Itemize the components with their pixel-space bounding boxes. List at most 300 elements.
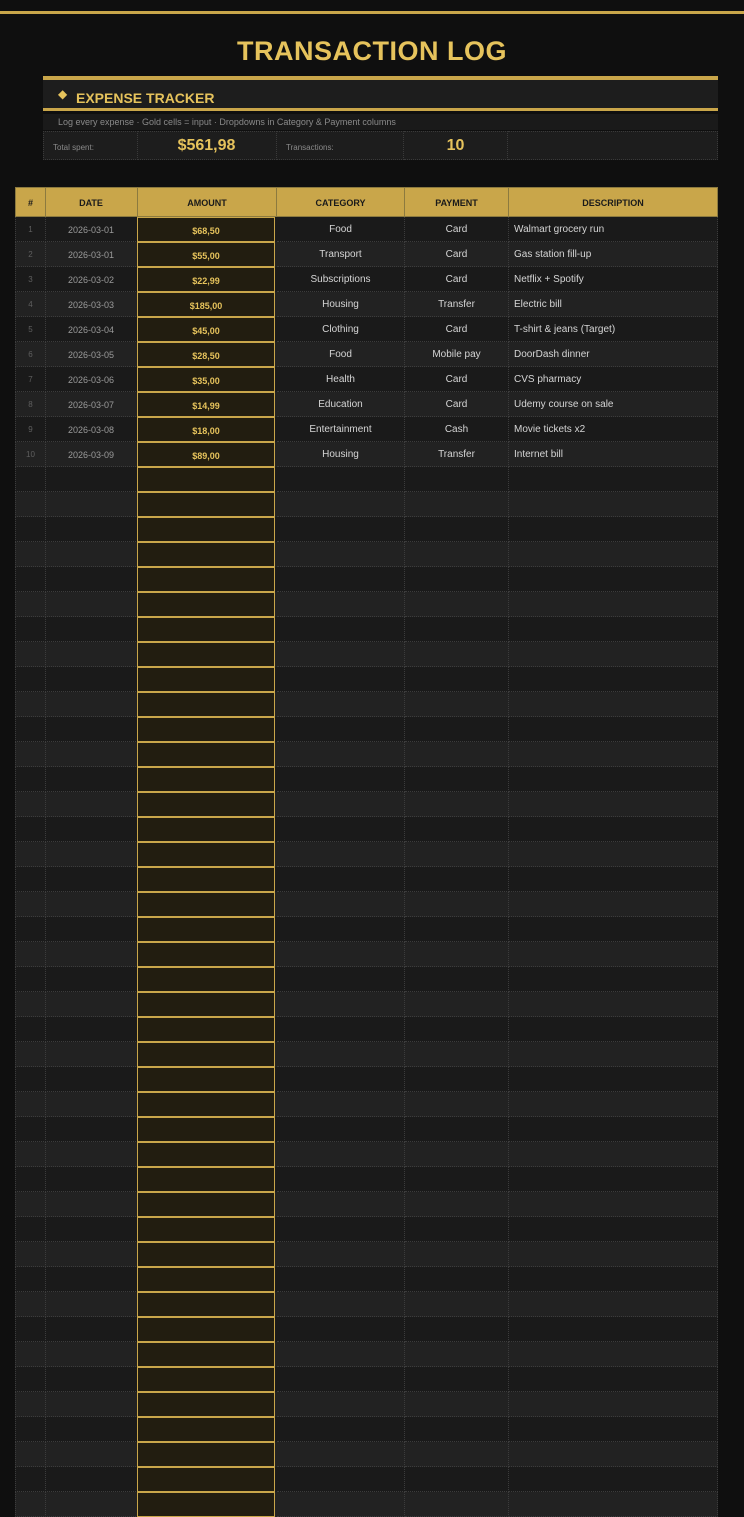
row-number[interactable]: 2 (15, 242, 46, 267)
row-number[interactable] (15, 1017, 46, 1042)
payment-cell[interactable] (405, 742, 509, 767)
payment-cell[interactable] (405, 992, 509, 1017)
description-cell[interactable]: Gas station fill-up (509, 242, 718, 267)
date-cell[interactable] (45, 1367, 138, 1392)
category-cell[interactable] (277, 592, 405, 617)
row-number[interactable] (15, 1142, 46, 1167)
payment-cell[interactable] (405, 1467, 509, 1492)
category-cell[interactable] (277, 767, 405, 792)
payment-cell[interactable] (405, 592, 509, 617)
description-cell[interactable] (509, 1142, 718, 1167)
description-cell[interactable]: Internet bill (509, 442, 718, 467)
date-cell[interactable] (45, 1492, 138, 1517)
category-cell[interactable] (277, 1167, 405, 1192)
category-cell[interactable] (277, 1392, 405, 1417)
description-cell[interactable] (509, 742, 718, 767)
amount-cell[interactable]: $18,00 (137, 417, 275, 442)
category-cell[interactable] (277, 1217, 405, 1242)
category-cell[interactable] (277, 1092, 405, 1117)
row-number[interactable] (15, 842, 46, 867)
payment-cell[interactable] (405, 792, 509, 817)
payment-cell[interactable] (405, 1367, 509, 1392)
category-cell[interactable]: Health (277, 367, 405, 392)
date-cell[interactable] (45, 1267, 138, 1292)
payment-cell[interactable] (405, 617, 509, 642)
total-label-cell[interactable] (43, 131, 138, 160)
date-cell[interactable] (45, 1317, 138, 1342)
payment-cell[interactable] (405, 692, 509, 717)
description-cell[interactable] (509, 1367, 718, 1392)
payment-cell[interactable]: Card (405, 367, 509, 392)
category-cell[interactable]: Education (277, 392, 405, 417)
description-cell[interactable] (509, 1292, 718, 1317)
row-number[interactable] (15, 1117, 46, 1142)
payment-cell[interactable]: Transfer (405, 442, 509, 467)
date-cell[interactable] (45, 1242, 138, 1267)
payment-cell[interactable] (405, 1392, 509, 1417)
category-cell[interactable] (277, 517, 405, 542)
row-number[interactable] (15, 717, 46, 742)
count-value-cell[interactable] (404, 131, 508, 160)
description-cell[interactable] (509, 517, 718, 542)
payment-cell[interactable] (405, 1067, 509, 1092)
category-cell[interactable] (277, 892, 405, 917)
category-cell[interactable] (277, 717, 405, 742)
description-cell[interactable] (509, 1392, 718, 1417)
date-cell[interactable]: 2026-03-01 (45, 242, 138, 267)
amount-cell[interactable] (137, 642, 275, 667)
amount-cell[interactable] (137, 517, 275, 542)
description-cell[interactable]: CVS pharmacy (509, 367, 718, 392)
category-cell[interactable] (277, 1442, 405, 1467)
row-number[interactable] (15, 1342, 46, 1367)
description-cell[interactable] (509, 1342, 718, 1367)
payment-cell[interactable] (405, 517, 509, 542)
amount-cell[interactable] (137, 567, 275, 592)
description-cell[interactable] (509, 617, 718, 642)
payment-cell[interactable] (405, 767, 509, 792)
amount-cell[interactable] (137, 792, 275, 817)
amount-cell[interactable]: $28,50 (137, 342, 275, 367)
amount-cell[interactable] (137, 717, 275, 742)
description-cell[interactable] (509, 967, 718, 992)
amount-cell[interactable] (137, 1492, 275, 1517)
date-cell[interactable] (45, 817, 138, 842)
category-cell[interactable] (277, 967, 405, 992)
amount-cell[interactable] (137, 767, 275, 792)
row-number[interactable] (15, 1217, 46, 1242)
amount-cell[interactable] (137, 1067, 275, 1092)
payment-cell[interactable]: Card (405, 242, 509, 267)
payment-cell[interactable] (405, 1492, 509, 1517)
row-number[interactable] (15, 967, 46, 992)
category-cell[interactable]: Housing (277, 292, 405, 317)
payment-cell[interactable]: Card (405, 267, 509, 292)
category-cell[interactable] (277, 867, 405, 892)
row-number[interactable] (15, 1042, 46, 1067)
category-cell[interactable] (277, 1467, 405, 1492)
category-cell[interactable] (277, 642, 405, 667)
amount-cell[interactable] (137, 1117, 275, 1142)
date-cell[interactable] (45, 767, 138, 792)
amount-cell[interactable] (137, 467, 275, 492)
payment-cell[interactable] (405, 1267, 509, 1292)
category-cell[interactable] (277, 1342, 405, 1367)
category-cell[interactable]: Clothing (277, 317, 405, 342)
payment-cell[interactable] (405, 867, 509, 892)
description-cell[interactable]: Movie tickets x2 (509, 417, 718, 442)
description-cell[interactable]: Electric bill (509, 292, 718, 317)
row-number[interactable] (15, 642, 46, 667)
amount-cell[interactable] (137, 592, 275, 617)
row-number[interactable]: 4 (15, 292, 46, 317)
amount-cell[interactable] (137, 692, 275, 717)
date-cell[interactable] (45, 1392, 138, 1417)
row-number[interactable]: 5 (15, 317, 46, 342)
row-number[interactable] (15, 692, 46, 717)
date-cell[interactable]: 2026-03-07 (45, 392, 138, 417)
row-number[interactable] (15, 1442, 46, 1467)
row-number[interactable]: 9 (15, 417, 46, 442)
amount-cell[interactable] (137, 992, 275, 1017)
description-cell[interactable] (509, 1017, 718, 1042)
payment-cell[interactable] (405, 667, 509, 692)
description-cell[interactable] (509, 1442, 718, 1467)
date-cell[interactable] (45, 1092, 138, 1117)
payment-cell[interactable] (405, 1117, 509, 1142)
date-cell[interactable]: 2026-03-04 (45, 317, 138, 342)
date-cell[interactable] (45, 792, 138, 817)
date-cell[interactable] (45, 517, 138, 542)
description-cell[interactable] (509, 492, 718, 517)
payment-cell[interactable] (405, 1017, 509, 1042)
description-cell[interactable] (509, 1167, 718, 1192)
amount-cell[interactable] (137, 1092, 275, 1117)
description-cell[interactable] (509, 642, 718, 667)
description-cell[interactable] (509, 1467, 718, 1492)
category-cell[interactable] (277, 1292, 405, 1317)
date-cell[interactable] (45, 492, 138, 517)
category-cell[interactable]: Food (277, 217, 405, 242)
description-cell[interactable] (509, 567, 718, 592)
category-cell[interactable] (277, 567, 405, 592)
date-cell[interactable] (45, 1342, 138, 1367)
header-description[interactable]: DESCRIPTION (509, 187, 718, 217)
row-number[interactable] (15, 892, 46, 917)
category-cell[interactable] (277, 1367, 405, 1392)
payment-cell[interactable] (405, 1142, 509, 1167)
amount-cell[interactable]: $68,50 (137, 217, 275, 242)
payment-cell[interactable] (405, 842, 509, 867)
amount-cell[interactable] (137, 1242, 275, 1267)
description-cell[interactable] (509, 817, 718, 842)
payment-cell[interactable] (405, 1242, 509, 1267)
payment-cell[interactable]: Cash (405, 417, 509, 442)
payment-cell[interactable] (405, 567, 509, 592)
count-label-cell[interactable] (277, 131, 404, 160)
category-cell[interactable] (277, 1417, 405, 1442)
payment-cell[interactable] (405, 717, 509, 742)
amount-cell[interactable] (137, 1367, 275, 1392)
date-cell[interactable] (45, 1042, 138, 1067)
payment-cell[interactable] (405, 1317, 509, 1342)
description-cell[interactable] (509, 767, 718, 792)
description-cell[interactable] (509, 792, 718, 817)
payment-cell[interactable] (405, 1442, 509, 1467)
payment-cell[interactable] (405, 1417, 509, 1442)
category-cell[interactable] (277, 467, 405, 492)
amount-cell[interactable] (137, 917, 275, 942)
description-cell[interactable] (509, 1117, 718, 1142)
row-number[interactable] (15, 467, 46, 492)
payment-cell[interactable] (405, 1217, 509, 1242)
amount-cell[interactable] (137, 667, 275, 692)
description-cell[interactable] (509, 1092, 718, 1117)
category-cell[interactable]: Entertainment (277, 417, 405, 442)
description-cell[interactable] (509, 992, 718, 1017)
date-cell[interactable] (45, 917, 138, 942)
description-cell[interactable] (509, 667, 718, 692)
payment-cell[interactable]: Card (405, 317, 509, 342)
payment-cell[interactable] (405, 1092, 509, 1117)
payment-cell[interactable] (405, 492, 509, 517)
row-number[interactable] (15, 992, 46, 1017)
date-cell[interactable] (45, 967, 138, 992)
date-cell[interactable] (45, 617, 138, 642)
row-number[interactable] (15, 1167, 46, 1192)
category-cell[interactable] (277, 492, 405, 517)
row-number[interactable] (15, 1192, 46, 1217)
amount-cell[interactable]: $185,00 (137, 292, 275, 317)
date-cell[interactable]: 2026-03-02 (45, 267, 138, 292)
description-cell[interactable] (509, 1217, 718, 1242)
payment-cell[interactable] (405, 1042, 509, 1067)
amount-cell[interactable] (137, 1392, 275, 1417)
category-cell[interactable] (277, 817, 405, 842)
date-cell[interactable]: 2026-03-05 (45, 342, 138, 367)
row-number[interactable] (15, 742, 46, 767)
date-cell[interactable]: 2026-03-01 (45, 217, 138, 242)
category-cell[interactable] (277, 992, 405, 1017)
row-number[interactable] (15, 1092, 46, 1117)
description-cell[interactable] (509, 692, 718, 717)
row-number[interactable] (15, 542, 46, 567)
description-cell[interactable] (509, 1042, 718, 1067)
date-cell[interactable]: 2026-03-03 (45, 292, 138, 317)
row-number[interactable]: 8 (15, 392, 46, 417)
date-cell[interactable] (45, 1142, 138, 1167)
description-cell[interactable] (509, 1067, 718, 1092)
date-cell[interactable] (45, 1467, 138, 1492)
row-number[interactable] (15, 1067, 46, 1092)
amount-cell[interactable] (137, 967, 275, 992)
amount-cell[interactable]: $55,00 (137, 242, 275, 267)
row-number[interactable] (15, 517, 46, 542)
header-date[interactable]: DATE (45, 187, 138, 217)
date-cell[interactable] (45, 867, 138, 892)
row-number[interactable] (15, 917, 46, 942)
category-cell[interactable]: Housing (277, 442, 405, 467)
date-cell[interactable] (45, 942, 138, 967)
date-cell[interactable] (45, 1217, 138, 1242)
row-number[interactable] (15, 592, 46, 617)
row-number[interactable] (15, 1292, 46, 1317)
amount-cell[interactable] (137, 1017, 275, 1042)
date-cell[interactable] (45, 1167, 138, 1192)
row-number[interactable] (15, 1492, 46, 1517)
category-cell[interactable] (277, 1042, 405, 1067)
row-number[interactable]: 6 (15, 342, 46, 367)
date-cell[interactable] (45, 1442, 138, 1467)
payment-cell[interactable]: Card (405, 392, 509, 417)
payment-cell[interactable] (405, 1192, 509, 1217)
amount-cell[interactable] (137, 1342, 275, 1367)
payment-cell[interactable] (405, 1292, 509, 1317)
category-cell[interactable] (277, 1267, 405, 1292)
payment-cell[interactable] (405, 917, 509, 942)
amount-cell[interactable] (137, 1167, 275, 1192)
amount-cell[interactable]: $89,00 (137, 442, 275, 467)
date-cell[interactable] (45, 992, 138, 1017)
date-cell[interactable] (45, 1067, 138, 1092)
payment-cell[interactable] (405, 542, 509, 567)
date-cell[interactable] (45, 667, 138, 692)
category-cell[interactable] (277, 1017, 405, 1042)
row-number[interactable]: 7 (15, 367, 46, 392)
amount-cell[interactable] (137, 867, 275, 892)
date-cell[interactable] (45, 692, 138, 717)
row-number[interactable]: 1 (15, 217, 46, 242)
row-number[interactable] (15, 1267, 46, 1292)
category-cell[interactable] (277, 1492, 405, 1517)
description-cell[interactable] (509, 1267, 718, 1292)
amount-cell[interactable] (137, 1042, 275, 1067)
amount-cell[interactable] (137, 1267, 275, 1292)
header-amount[interactable]: AMOUNT (138, 187, 277, 217)
payment-cell[interactable] (405, 467, 509, 492)
amount-cell[interactable] (137, 817, 275, 842)
category-cell[interactable] (277, 1142, 405, 1167)
description-cell[interactable]: Walmart grocery run (509, 217, 718, 242)
total-value-cell[interactable] (137, 131, 277, 160)
payment-cell[interactable] (405, 817, 509, 842)
row-number[interactable]: 3 (15, 267, 46, 292)
category-cell[interactable] (277, 542, 405, 567)
date-cell[interactable] (45, 642, 138, 667)
amount-cell[interactable] (137, 1417, 275, 1442)
row-number[interactable]: 10 (15, 442, 46, 467)
category-cell[interactable] (277, 617, 405, 642)
date-cell[interactable] (45, 542, 138, 567)
description-cell[interactable] (509, 542, 718, 567)
row-number[interactable] (15, 867, 46, 892)
payment-cell[interactable] (405, 942, 509, 967)
row-number[interactable] (15, 492, 46, 517)
amount-cell[interactable] (137, 542, 275, 567)
description-cell[interactable]: Netflix + Spotify (509, 267, 718, 292)
category-cell[interactable]: Food (277, 342, 405, 367)
row-number[interactable] (15, 667, 46, 692)
date-cell[interactable]: 2026-03-06 (45, 367, 138, 392)
category-cell[interactable] (277, 742, 405, 767)
date-cell[interactable] (45, 567, 138, 592)
date-cell[interactable] (45, 467, 138, 492)
row-number[interactable] (15, 567, 46, 592)
payment-cell[interactable] (405, 967, 509, 992)
payment-cell[interactable]: Mobile pay (405, 342, 509, 367)
amount-cell[interactable] (137, 1442, 275, 1467)
description-cell[interactable] (509, 1417, 718, 1442)
category-cell[interactable] (277, 917, 405, 942)
payment-cell[interactable] (405, 642, 509, 667)
row-number[interactable] (15, 1367, 46, 1392)
category-cell[interactable]: Transport (277, 242, 405, 267)
amount-cell[interactable] (137, 1142, 275, 1167)
category-cell[interactable] (277, 1242, 405, 1267)
date-cell[interactable] (45, 1292, 138, 1317)
description-cell[interactable] (509, 867, 718, 892)
category-cell[interactable] (277, 842, 405, 867)
amount-cell[interactable] (137, 892, 275, 917)
date-cell[interactable]: 2026-03-08 (45, 417, 138, 442)
amount-cell[interactable] (137, 742, 275, 767)
header-number[interactable]: # (15, 187, 46, 217)
row-number[interactable] (15, 1467, 46, 1492)
category-cell[interactable]: Subscriptions (277, 267, 405, 292)
payment-cell[interactable]: Card (405, 217, 509, 242)
description-cell[interactable]: T-shirt & jeans (Target) (509, 317, 718, 342)
header-category[interactable]: CATEGORY (277, 187, 405, 217)
category-cell[interactable] (277, 1067, 405, 1092)
payment-cell[interactable] (405, 892, 509, 917)
row-number[interactable] (15, 617, 46, 642)
amount-cell[interactable]: $14,99 (137, 392, 275, 417)
date-cell[interactable] (45, 842, 138, 867)
amount-cell[interactable] (137, 842, 275, 867)
row-number[interactable] (15, 817, 46, 842)
description-cell[interactable] (509, 892, 718, 917)
amount-cell[interactable] (137, 1467, 275, 1492)
category-cell[interactable] (277, 1192, 405, 1217)
category-cell[interactable] (277, 1317, 405, 1342)
description-cell[interactable] (509, 467, 718, 492)
date-cell[interactable]: 2026-03-09 (45, 442, 138, 467)
payment-cell[interactable]: Transfer (405, 292, 509, 317)
date-cell[interactable] (45, 1117, 138, 1142)
date-cell[interactable] (45, 1017, 138, 1042)
amount-cell[interactable] (137, 942, 275, 967)
category-cell[interactable] (277, 692, 405, 717)
category-cell[interactable] (277, 667, 405, 692)
date-cell[interactable] (45, 1192, 138, 1217)
date-cell[interactable] (45, 1417, 138, 1442)
amount-cell[interactable] (137, 1192, 275, 1217)
description-cell[interactable] (509, 942, 718, 967)
amount-cell[interactable] (137, 1317, 275, 1342)
description-cell[interactable] (509, 1242, 718, 1267)
date-cell[interactable] (45, 592, 138, 617)
category-cell[interactable] (277, 792, 405, 817)
amount-cell[interactable] (137, 1217, 275, 1242)
summary-empty-cell[interactable] (508, 131, 718, 160)
category-cell[interactable] (277, 942, 405, 967)
amount-cell[interactable] (137, 1292, 275, 1317)
description-cell[interactable] (509, 917, 718, 942)
amount-cell[interactable] (137, 492, 275, 517)
row-number[interactable] (15, 1242, 46, 1267)
header-payment[interactable]: PAYMENT (405, 187, 509, 217)
payment-cell[interactable] (405, 1167, 509, 1192)
